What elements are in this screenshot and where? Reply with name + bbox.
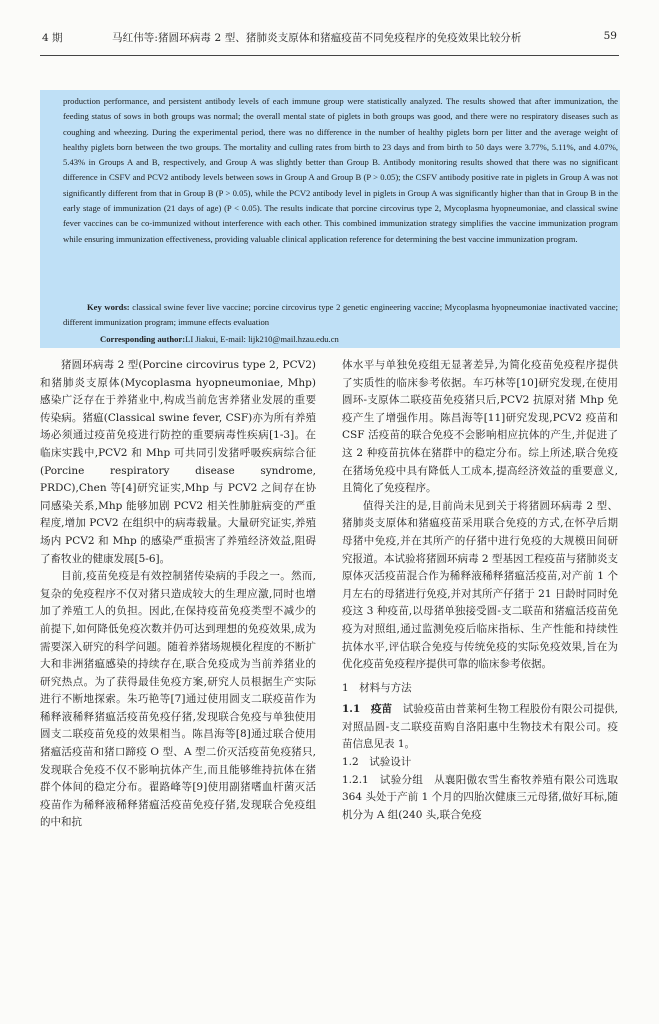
author-label: Corresponding author: xyxy=(100,334,186,344)
intro-paragraph-1: 猪圆环病毒 2 型(Porcine circovirus type 2, PCV2)和猪肺炎支原体(Mycoplasma hyopneumoniae, Mhp)感染广泛存在于养猪业中,构成当前危害养猪业发展的重要传染病。猪瘟(Classical swine fever, CSF)亦为所有养殖场必须通过疫苗免疫进行防控的重要病毒性疾病[1-3]。在临床实践中,PCV2 和 Mhp 可共同引发猪呼吸疾病综合征(Porcine respiratory disease syndrome, PRDC),Chen 等[4]研究证实,Mhp 与 PCV2 之间存在协同感染关系,Mhp 能够加剧 PCV2 相关性肺脏病变的严重程度,增加 PCV2 在组织中的病毒载量。大量研究证实,养殖场内 PCV2 和 Mhp 的感染严重损害了养殖经济效益,阻碍了畜牧业的健康发展[5-6]。 xyxy=(40,359,316,565)
section-1-1 xyxy=(342,701,618,754)
abstract-text: production performance, and persistent antibody levels of each immune group were statistically analyzed. The results showed that after immunization, the feeding status of sows in both groups was normal; the overall mental state of piglets in both groups was good, and there were no respiratory diseases such as coughing and wheezing. During the experimental period, there was no difference in the number of healthy piglets born per litter and the average weight of healthy piglets born between the two groups. The mortality and culling rates from birth to 23 days and from birth to 50 days were 3.77%, 5.11%, and 4.07%, 5.43% in Groups A and B, respectively, and Group A was slightly better than Group B. Antibody monitoring results showed that there was no significant difference in CSFV and PCV2 antibody levels between sows in Group A and Group B (P > 0.05); the CSFV antibody positive rate in piglets in Group A was not significantly different from that in Group B (P > 0.05), while the PCV2 antibody level in piglets in Group A was significantly higher than that in Group B in the early stage of immunization (21 days of age) (P < 0.05). The results indicate that porcine circovirus type 2, Mycoplasma hyopneumoniae, and classical swine fever vaccines can be co-immunized without interference with each other. This combined immunization strategy simplifies the vaccine immunization program while ensuring immunization effectiveness, providing valuable clinical application reference for determining the best vaccine immunization program. xyxy=(63,96,618,244)
right-column xyxy=(342,357,618,824)
keywords-line xyxy=(63,300,618,331)
section-1-2-1-title: 1.2.1 试验分组 xyxy=(342,773,424,786)
page-number: 59 xyxy=(603,30,617,42)
intro-paragraph-3: 体水平与单独免疫组无显著差异,为简化疫苗免疫程序提供了实质性的临床参考依据。车巧林等[10]研究发现,在使用圆环-支原体二联疫苗免疫猪只后,PCV2 抗原对猪 Mhp 免疫产生了增强作用。陈昌海等[11]研究发现,PCV2 疫苗和 CSF 活疫苗的联合免疫不会影响相应抗体的产生,并促进了这 2 种疫苗抗体在猪群中的稳定分布。综上所述,联合免疫在猪场免疫中具有降低人工成本,提高经济效益的重要意义,且简化了免疫程序。 xyxy=(342,359,618,495)
issue-number: 4 期 xyxy=(42,32,63,44)
section-1-1-title: 1.1 疫苗 xyxy=(342,703,393,716)
running-header xyxy=(40,30,619,46)
section-1-2-1 xyxy=(342,772,618,825)
author-text: LI Jiakui, E-mail: lijk210@mail.hzau.edu.cn xyxy=(185,334,339,344)
corresponding-author-line xyxy=(100,332,620,347)
keywords-text: classical swine fever live vaccine; porcine circovirus type 2 genetic engineering vaccine; Mycoplasma hyopneumoniae inactivated vaccine; different immunization program; immune effects evaluation xyxy=(63,302,618,328)
header-rule xyxy=(40,55,619,56)
intro-paragraph-2: 目前,疫苗免疫是有效控制猪传染病的手段之一。然而,复杂的免疫程序不仅对猪只造成较大的生理应激,同时也增加了养殖工人的负担。因此,在保持疫苗免疫类型不减少的前提下,如何降低免疫次数并仍可达到理想的免疫效果,成为需要深入研究的科学问题。随着养猪场规模化程度的不断扩大和非洲猪瘟感染的持续存在,联合免疫成为当前养猪业的研究热点。为了获得最佳免疫方案,研究人员根据生产实际进行不断地探索。朱巧艳等[7]通过使用圆支二联疫苗作为稀释液稀释猪瘟活疫苗免疫仔猪,发现联合免疫与单独使用圆支二联疫苗免疫的效果相当。陈昌海等[8]通过联合使用猪瘟活疫苗和猪口蹄疫 O 型、A 型二价灭活疫苗免疫猪只,发现联合免疫不仅不影响抗体产生,而且能够维持抗体在猪群个体间的稳定分布。翟路峰等[9]使用副猪嗜血杆菌灭活疫苗作为稀释液稀释猪瘟活疫苗免疫仔猪,发现联合免疫组的中和抗 xyxy=(40,570,316,829)
keywords-label: Key words: xyxy=(87,302,130,312)
section-heading-1-2: 1.2 试验设计 xyxy=(342,756,412,769)
section-1-2-1-text: 从襄阳傲农雪生畜牧养殖有限公司选取 364 头处于产前 1 个月的四胎次健康三元母猪,做好耳标,随机分为 A 组(240 头,联合免疫 xyxy=(342,773,619,821)
running-title: 马红伟等:猪圆环病毒 2 型、猪肺炎支原体和猪瘟疫苗不同免疫程序的免疫效果比较分析 xyxy=(112,32,522,44)
section-heading-1: 1 材料与方法 xyxy=(342,681,412,694)
intro-paragraph-4: 值得关注的是,目前尚未见到关于将猪圆环病毒 2 型、猪肺炎支原体和猪瘟疫苗采用联合免疫的方式,在怀孕后期母猪中免疫,并在其所产的仔猪中进行免疫的大规模田间研究报道。本试验将猪圆环病毒 2 型基因工程疫苗与猪肺炎支原体灭活疫苗混合作为稀释液稀释猪瘟活疫苗,对产前 1 个月左右的母猪进行免疫,并对其所产仔猪于 21 日龄时同时免疫这 3 种疫苗,以母猪单独接受圆-支二联苗和猪瘟活疫苗免疫为对照组,通过监测免疫后临床指标、生产性能和持续性抗体水平,评估联合免疫与传统免疫的实际免疫效果,旨在为优化疫苗免疫程序提供可靠的临床参考依据。 xyxy=(342,499,618,671)
section-1-1-text: 试验疫苗由普莱柯生物工程股份有限公司提供,对照品圆-支二联疫苗购自洛阳惠中生物技术有限公司。疫苗信息见表 1。 xyxy=(342,703,619,751)
english-abstract-box xyxy=(40,90,620,348)
left-column xyxy=(40,357,316,832)
